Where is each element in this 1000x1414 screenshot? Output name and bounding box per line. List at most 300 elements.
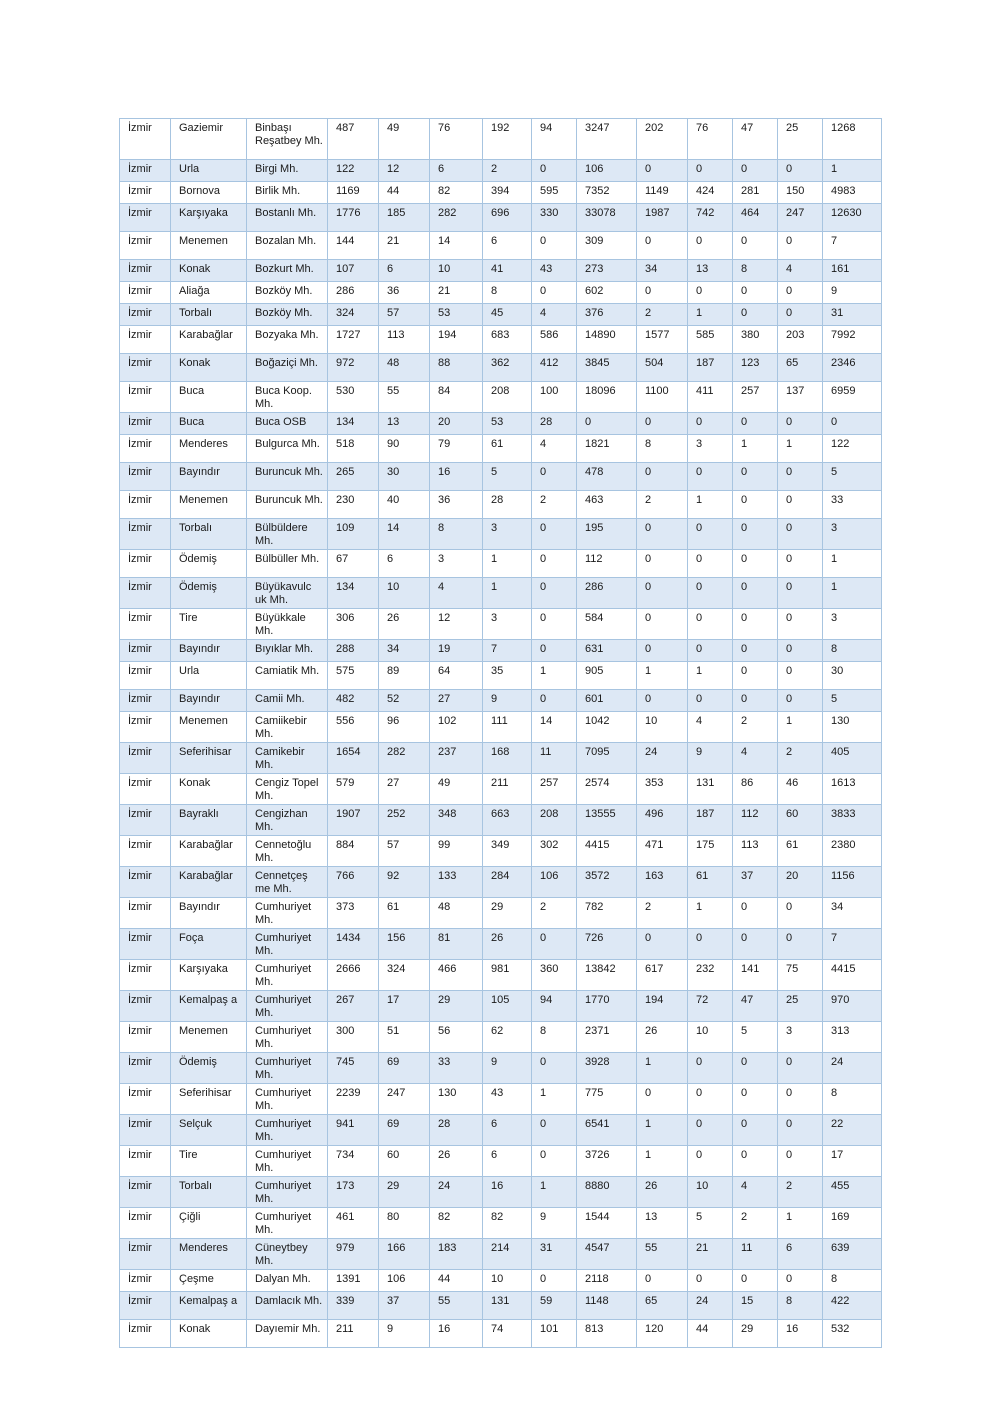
cell-c9: 4547	[577, 1239, 637, 1270]
cell-c13: 61	[778, 836, 823, 867]
cell-c5: 10	[379, 578, 430, 609]
cell-c13: 0	[778, 550, 823, 578]
cell-c6: 19	[430, 640, 483, 662]
cell-neighborhood: Cumhuriyet Mh.	[247, 991, 328, 1022]
table-row	[120, 1115, 882, 1146]
cell-c9: 813	[577, 1320, 637, 1348]
cell-c6: 10	[430, 260, 483, 282]
cell-c7: 35	[483, 662, 532, 690]
cell-c10: 0	[637, 232, 688, 260]
cell-province: İzmir	[120, 491, 171, 519]
cell-district: Bornova	[171, 182, 247, 204]
cell-neighborhood: Camii Mh.	[247, 690, 328, 712]
cell-c9: 8880	[577, 1177, 637, 1208]
cell-neighborhood: Camikebir Mh.	[247, 743, 328, 774]
cell-c14: 970	[823, 991, 882, 1022]
cell-neighborhood: Binbaşı Reşatbey Mh.	[247, 119, 328, 160]
cell-c5: 48	[379, 354, 430, 382]
cell-c12: 0	[733, 898, 778, 929]
table-row	[120, 1320, 882, 1348]
cell-c11: 1	[688, 662, 733, 690]
cell-c4: 339	[328, 1292, 379, 1320]
cell-c12: 4	[733, 1177, 778, 1208]
cell-c7: 3	[483, 609, 532, 640]
cell-c9: 195	[577, 519, 637, 550]
cell-c12: 0	[733, 690, 778, 712]
cell-province: İzmir	[120, 867, 171, 898]
cell-province: İzmir	[120, 991, 171, 1022]
cell-neighborhood: Dayıemir Mh.	[247, 1320, 328, 1348]
cell-neighborhood: Buruncuk Mh.	[247, 491, 328, 519]
cell-district: Torbalı	[171, 519, 247, 550]
cell-c5: 252	[379, 805, 430, 836]
cell-c11: 585	[688, 326, 733, 354]
table-row	[120, 160, 882, 182]
cell-c6: 82	[430, 1208, 483, 1239]
cell-c11: 0	[688, 463, 733, 491]
cell-c12: 141	[733, 960, 778, 991]
cell-c10: 0	[637, 282, 688, 304]
cell-c11: 13	[688, 260, 733, 282]
cell-c13: 137	[778, 382, 823, 413]
cell-c14: 7	[823, 232, 882, 260]
cell-c4: 734	[328, 1146, 379, 1177]
cell-district: Ödemiş	[171, 1053, 247, 1084]
cell-c8: 0	[532, 232, 577, 260]
cell-c5: 324	[379, 960, 430, 991]
cell-c4: 107	[328, 260, 379, 282]
cell-c13: 0	[778, 690, 823, 712]
cell-c6: 348	[430, 805, 483, 836]
cell-c12: 0	[733, 519, 778, 550]
cell-c7: 105	[483, 991, 532, 1022]
cell-c7: 53	[483, 413, 532, 435]
cell-c6: 29	[430, 991, 483, 1022]
cell-district: Foça	[171, 929, 247, 960]
table-row	[120, 712, 882, 743]
cell-c10: 34	[637, 260, 688, 282]
cell-province: İzmir	[120, 640, 171, 662]
cell-c4: 461	[328, 1208, 379, 1239]
table-row	[120, 282, 882, 304]
table-row	[120, 991, 882, 1022]
table-row	[120, 774, 882, 805]
cell-c8: 100	[532, 382, 577, 413]
cell-c9: 1544	[577, 1208, 637, 1239]
cell-district: Karşıyaka	[171, 960, 247, 991]
cell-c4: 67	[328, 550, 379, 578]
cell-c9: 2118	[577, 1270, 637, 1292]
cell-neighborhood: Cüneytbey Mh.	[247, 1239, 328, 1270]
cell-c5: 40	[379, 491, 430, 519]
cell-neighborhood: Bulgurca Mh.	[247, 435, 328, 463]
cell-c7: 192	[483, 119, 532, 160]
cell-district: Seferihisar	[171, 1084, 247, 1115]
cell-c12: 113	[733, 836, 778, 867]
cell-c13: 0	[778, 662, 823, 690]
cell-c8: 0	[532, 1115, 577, 1146]
cell-neighborhood: Cumhuriyet Mh.	[247, 929, 328, 960]
cell-province: İzmir	[120, 836, 171, 867]
cell-c13: 0	[778, 1270, 823, 1292]
cell-province: İzmir	[120, 1292, 171, 1320]
cell-c4: 288	[328, 640, 379, 662]
cell-c14: 3833	[823, 805, 882, 836]
cell-c9: 631	[577, 640, 637, 662]
cell-c7: 1	[483, 578, 532, 609]
cell-c4: 1169	[328, 182, 379, 204]
table-row	[120, 1270, 882, 1292]
cell-c9: 13842	[577, 960, 637, 991]
cell-c11: 0	[688, 929, 733, 960]
cell-c8: 1	[532, 1084, 577, 1115]
cell-neighborhood: Cumhuriyet Mh.	[247, 1053, 328, 1084]
cell-neighborhood: Cumhuriyet Mh.	[247, 1177, 328, 1208]
cell-c4: 324	[328, 304, 379, 326]
table-row	[120, 836, 882, 867]
cell-c5: 185	[379, 204, 430, 232]
cell-c13: 0	[778, 282, 823, 304]
cell-c8: 0	[532, 609, 577, 640]
cell-c8: 0	[532, 160, 577, 182]
cell-c11: 0	[688, 1146, 733, 1177]
cell-c13: 8	[778, 1292, 823, 1320]
cell-c11: 0	[688, 282, 733, 304]
cell-c11: 0	[688, 1270, 733, 1292]
cell-c4: 300	[328, 1022, 379, 1053]
cell-c5: 44	[379, 182, 430, 204]
cell-c6: 183	[430, 1239, 483, 1270]
cell-c6: 84	[430, 382, 483, 413]
cell-c10: 504	[637, 354, 688, 382]
cell-c4: 530	[328, 382, 379, 413]
cell-c7: 45	[483, 304, 532, 326]
cell-c6: 64	[430, 662, 483, 690]
cell-c12: 0	[733, 1146, 778, 1177]
cell-c5: 29	[379, 1177, 430, 1208]
cell-c4: 487	[328, 119, 379, 160]
cell-province: İzmir	[120, 1320, 171, 1348]
cell-c11: 187	[688, 354, 733, 382]
cell-c14: 639	[823, 1239, 882, 1270]
cell-c13: 2	[778, 743, 823, 774]
cell-c11: 4	[688, 712, 733, 743]
cell-c10: 0	[637, 1270, 688, 1292]
cell-c8: 1	[532, 662, 577, 690]
cell-district: Buca	[171, 413, 247, 435]
table-row	[120, 182, 882, 204]
cell-c14: 34	[823, 898, 882, 929]
cell-c10: 0	[637, 609, 688, 640]
cell-c11: 0	[688, 519, 733, 550]
cell-c11: 0	[688, 1053, 733, 1084]
table-row	[120, 609, 882, 640]
cell-c9: 463	[577, 491, 637, 519]
data-table	[119, 118, 882, 1348]
cell-c4: 265	[328, 463, 379, 491]
cell-c7: 6	[483, 1115, 532, 1146]
cell-c10: 617	[637, 960, 688, 991]
cell-c7: 82	[483, 1208, 532, 1239]
cell-province: İzmir	[120, 119, 171, 160]
cell-c12: 47	[733, 991, 778, 1022]
cell-c10: 1100	[637, 382, 688, 413]
cell-c6: 48	[430, 898, 483, 929]
cell-c13: 60	[778, 805, 823, 836]
cell-c11: 0	[688, 413, 733, 435]
table-row	[120, 1208, 882, 1239]
cell-neighborhood: Camiatik Mh.	[247, 662, 328, 690]
cell-c7: 683	[483, 326, 532, 354]
table-row	[120, 1146, 882, 1177]
cell-province: İzmir	[120, 960, 171, 991]
cell-province: İzmir	[120, 1146, 171, 1177]
cell-c4: 979	[328, 1239, 379, 1270]
cell-c10: 1987	[637, 204, 688, 232]
cell-c12: 0	[733, 929, 778, 960]
cell-c13: 0	[778, 898, 823, 929]
cell-district: Karabağlar	[171, 867, 247, 898]
cell-c6: 82	[430, 182, 483, 204]
cell-neighborhood: Cennetçeş me Mh.	[247, 867, 328, 898]
cell-c14: 6959	[823, 382, 882, 413]
cell-c9: 1821	[577, 435, 637, 463]
cell-c12: 0	[733, 304, 778, 326]
cell-c14: 33	[823, 491, 882, 519]
cell-neighborhood: Büyükavulc uk Mh.	[247, 578, 328, 609]
cell-c10: 1	[637, 662, 688, 690]
cell-district: Kemalpaş a	[171, 1292, 247, 1320]
cell-c13: 0	[778, 232, 823, 260]
cell-neighborhood: Cengizhan Mh.	[247, 805, 328, 836]
cell-c7: 131	[483, 1292, 532, 1320]
cell-c14: 8	[823, 640, 882, 662]
cell-c4: 286	[328, 282, 379, 304]
cell-c9: 775	[577, 1084, 637, 1115]
cell-c12: 4	[733, 743, 778, 774]
cell-c12: 11	[733, 1239, 778, 1270]
cell-c11: 3	[688, 435, 733, 463]
cell-c6: 3	[430, 550, 483, 578]
cell-c7: 29	[483, 898, 532, 929]
cell-c12: 0	[733, 1115, 778, 1146]
cell-c14: 31	[823, 304, 882, 326]
cell-c11: 1	[688, 898, 733, 929]
cell-c13: 0	[778, 1146, 823, 1177]
cell-c10: 2	[637, 898, 688, 929]
cell-neighborhood: Buca OSB	[247, 413, 328, 435]
cell-c12: 380	[733, 326, 778, 354]
cell-province: İzmir	[120, 160, 171, 182]
cell-neighborhood: Cengiz Topel Mh.	[247, 774, 328, 805]
cell-neighborhood: Bozyaka Mh.	[247, 326, 328, 354]
cell-c8: 11	[532, 743, 577, 774]
cell-c10: 2	[637, 304, 688, 326]
table-row	[120, 1292, 882, 1320]
cell-neighborhood: Bıyıklar Mh.	[247, 640, 328, 662]
cell-district: Urla	[171, 662, 247, 690]
table-row	[120, 382, 882, 413]
cell-neighborhood: Bozkurt Mh.	[247, 260, 328, 282]
cell-c13: 0	[778, 640, 823, 662]
cell-c4: 373	[328, 898, 379, 929]
cell-c7: 394	[483, 182, 532, 204]
cell-c8: 0	[532, 1053, 577, 1084]
cell-c5: 80	[379, 1208, 430, 1239]
cell-c13: 0	[778, 463, 823, 491]
cell-neighborhood: Bozköy Mh.	[247, 304, 328, 326]
cell-c7: 111	[483, 712, 532, 743]
cell-c10: 0	[637, 1084, 688, 1115]
cell-c7: 61	[483, 435, 532, 463]
cell-c11: 0	[688, 609, 733, 640]
cell-c13: 0	[778, 1115, 823, 1146]
cell-district: Konak	[171, 1320, 247, 1348]
cell-c10: 353	[637, 774, 688, 805]
table-row	[120, 326, 882, 354]
cell-district: Ödemiş	[171, 578, 247, 609]
cell-c12: 123	[733, 354, 778, 382]
cell-province: İzmir	[120, 304, 171, 326]
table-row	[120, 1239, 882, 1270]
cell-district: Aliağa	[171, 282, 247, 304]
cell-c12: 29	[733, 1320, 778, 1348]
cell-c8: 302	[532, 836, 577, 867]
cell-c5: 17	[379, 991, 430, 1022]
cell-c6: 99	[430, 836, 483, 867]
cell-c14: 4415	[823, 960, 882, 991]
cell-province: İzmir	[120, 774, 171, 805]
cell-c4: 1727	[328, 326, 379, 354]
cell-c13: 65	[778, 354, 823, 382]
cell-province: İzmir	[120, 929, 171, 960]
cell-c9: 601	[577, 690, 637, 712]
cell-c7: 3	[483, 519, 532, 550]
cell-c13: 1	[778, 435, 823, 463]
cell-c11: 9	[688, 743, 733, 774]
cell-c10: 0	[637, 578, 688, 609]
cell-district: Seferihisar	[171, 743, 247, 774]
cell-c11: 424	[688, 182, 733, 204]
cell-c6: 26	[430, 1146, 483, 1177]
cell-province: İzmir	[120, 1239, 171, 1270]
table-row	[120, 805, 882, 836]
cell-c9: 3726	[577, 1146, 637, 1177]
cell-c8: 0	[532, 578, 577, 609]
cell-district: Konak	[171, 774, 247, 805]
cell-c4: 766	[328, 867, 379, 898]
cell-c10: 120	[637, 1320, 688, 1348]
cell-district: Bayındır	[171, 640, 247, 662]
cell-c6: 4	[430, 578, 483, 609]
table-row	[120, 640, 882, 662]
cell-district: Selçuk	[171, 1115, 247, 1146]
cell-c13: 3	[778, 1022, 823, 1053]
cell-c12: 0	[733, 463, 778, 491]
cell-c8: 14	[532, 712, 577, 743]
table-row	[120, 898, 882, 929]
cell-c12: 0	[733, 609, 778, 640]
cell-neighborhood: Birlik Mh.	[247, 182, 328, 204]
cell-c4: 2666	[328, 960, 379, 991]
cell-c11: 0	[688, 640, 733, 662]
cell-neighborhood: Buruncuk Mh.	[247, 463, 328, 491]
cell-c14: 1613	[823, 774, 882, 805]
cell-c14: 8	[823, 1270, 882, 1292]
cell-c7: 349	[483, 836, 532, 867]
cell-c13: 0	[778, 1084, 823, 1115]
cell-c5: 52	[379, 690, 430, 712]
cell-c14: 3	[823, 609, 882, 640]
cell-c9: 309	[577, 232, 637, 260]
cell-neighborhood: Büyükkale Mh.	[247, 609, 328, 640]
cell-c9: 1148	[577, 1292, 637, 1320]
cell-c14: 0	[823, 413, 882, 435]
cell-c13: 0	[778, 578, 823, 609]
cell-c4: 173	[328, 1177, 379, 1208]
cell-district: Karabağlar	[171, 836, 247, 867]
cell-c14: 1	[823, 160, 882, 182]
cell-c7: 362	[483, 354, 532, 382]
cell-c4: 575	[328, 662, 379, 690]
cell-c8: 0	[532, 550, 577, 578]
cell-c6: 130	[430, 1084, 483, 1115]
cell-c7: 5	[483, 463, 532, 491]
cell-c13: 20	[778, 867, 823, 898]
cell-district: Menemen	[171, 1022, 247, 1053]
cell-c6: 8	[430, 519, 483, 550]
cell-c13: 0	[778, 304, 823, 326]
cell-c8: 4	[532, 304, 577, 326]
cell-c11: 1	[688, 304, 733, 326]
cell-neighborhood: Cennetoğlu Mh.	[247, 836, 328, 867]
cell-c11: 72	[688, 991, 733, 1022]
cell-c13: 46	[778, 774, 823, 805]
cell-c5: 166	[379, 1239, 430, 1270]
cell-c8: 595	[532, 182, 577, 204]
cell-district: Gaziemir	[171, 119, 247, 160]
cell-province: İzmir	[120, 519, 171, 550]
cell-c9: 0	[577, 413, 637, 435]
cell-district: Çeşme	[171, 1270, 247, 1292]
table-row	[120, 519, 882, 550]
cell-c11: 5	[688, 1208, 733, 1239]
table-row	[120, 743, 882, 774]
cell-c12: 15	[733, 1292, 778, 1320]
cell-province: İzmir	[120, 1084, 171, 1115]
cell-c12: 2	[733, 1208, 778, 1239]
cell-c4: 556	[328, 712, 379, 743]
cell-c11: 10	[688, 1177, 733, 1208]
cell-c10: 0	[637, 550, 688, 578]
cell-c8: 94	[532, 119, 577, 160]
cell-c7: 1	[483, 550, 532, 578]
cell-c6: 20	[430, 413, 483, 435]
cell-c7: 62	[483, 1022, 532, 1053]
cell-c12: 0	[733, 232, 778, 260]
cell-c13: 150	[778, 182, 823, 204]
cell-c8: 257	[532, 774, 577, 805]
cell-c7: 696	[483, 204, 532, 232]
cell-c10: 194	[637, 991, 688, 1022]
cell-c11: 0	[688, 160, 733, 182]
cell-c11: 0	[688, 578, 733, 609]
cell-c13: 4	[778, 260, 823, 282]
cell-c10: 1577	[637, 326, 688, 354]
cell-c9: 112	[577, 550, 637, 578]
table-row	[120, 260, 882, 282]
cell-c5: 61	[379, 898, 430, 929]
